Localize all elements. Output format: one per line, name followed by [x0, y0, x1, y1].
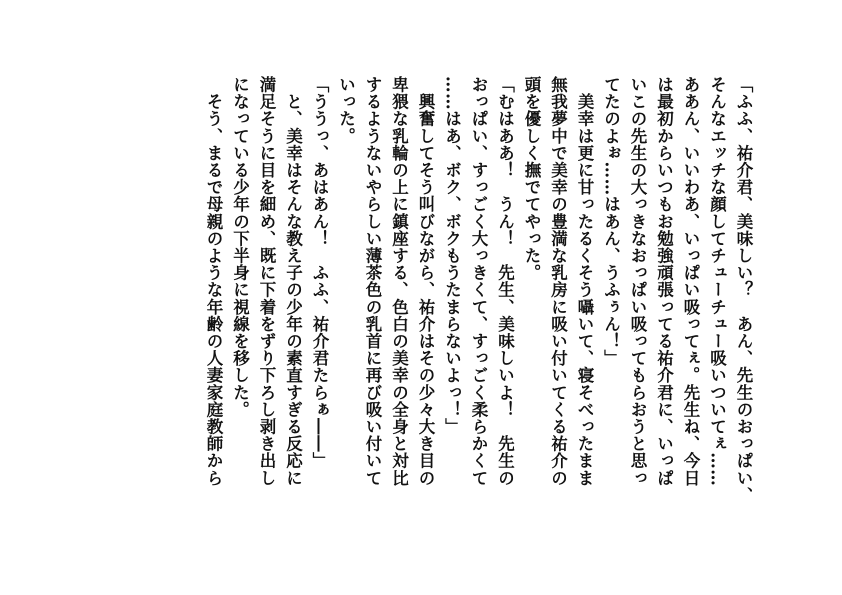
vertical-text-body — [200, 76, 757, 526]
text-line: と、美幸はそんな教え子の少年の素直すぎる反応に — [283, 76, 303, 487]
text-line: 「ううっ、あはあん！ ふふ、祐介君たらぁ――」 — [310, 76, 329, 470]
text-line: ああん、いいわあ、いっぱい吸ってぇ。先生ね、今日 — [681, 76, 700, 487]
text-line: 頭を優しく撫でてやった。 — [522, 76, 541, 282]
text-line: するようないやらしい薄茶色の乳首に再び吸い付いて — [363, 76, 382, 487]
text-line: 「ふふ、祐介君、美味しい？ あん、先生のおっぱい、 — [734, 76, 753, 504]
text-line: 無我夢中で美幸の豊満な乳房に吸い付いてくる祐介の — [548, 76, 568, 487]
text-line: てたのよぉ……はあん、うふぅん！」 — [601, 76, 621, 367]
text-line: 満足そうに目を細め、既に下着をずり下ろし剥き出し — [257, 76, 276, 487]
text-line: は最初からいつもお勉強頑張ってる祐介君に、いっぱ — [654, 76, 674, 487]
text-line: いこの先生の大っきなおっぱい吸ってもらおうと思っ — [628, 76, 647, 487]
text-line: 卑猥な乳輪の上に鎮座する、色白の美幸の全身と対比 — [389, 76, 409, 487]
text-line: いった。 — [336, 76, 356, 145]
text-line: そう、まるで母親のような年齢の人妻家庭教師から — [204, 76, 223, 487]
text-line: 興奮してそう叫びながら、祐介はその少々大き目の — [416, 76, 435, 487]
text-line: おっぱい、すっごく大っきくて、すっごく柔らかくて — [469, 76, 488, 487]
text-line: になっている少年の下半身に視線を移した。 — [230, 76, 250, 418]
text-line: そんなエッチな顔してチューチュー吸いついてぇ…… — [707, 76, 727, 487]
text-line: 「むはああ！ うん！ 先生、美味しいよ！ 先生の — [495, 76, 515, 487]
text-line: ……はあ、ボク、ボクもうたまらないよっ！」 — [442, 76, 462, 436]
text-line: 美幸は更に甘ったるくそう囁いて、寝そべったまま — [575, 76, 594, 487]
